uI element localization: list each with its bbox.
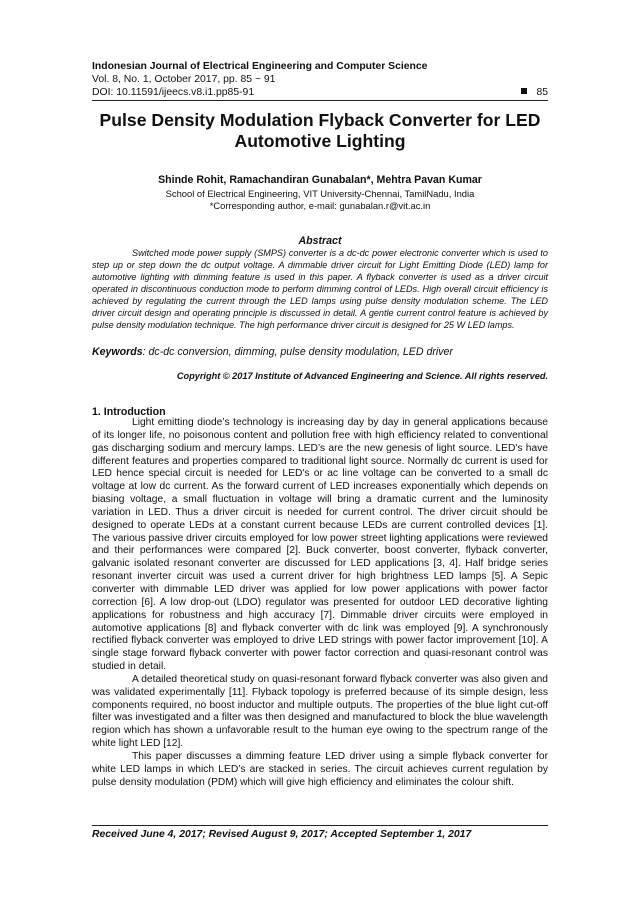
corresponding-author: *Corresponding author, e-mail: gunabalan.r@vit.ac.in bbox=[209, 200, 431, 211]
affiliation-block bbox=[92, 188, 548, 212]
copyright-notice: Copyright © 2017 Institute of Advanced Engineering and Science. All rights reserved. bbox=[176, 371, 548, 381]
journal-name: Indonesian Journal of Electrical Engineering and Computer Science bbox=[92, 61, 428, 72]
authors: Shinde Rohit, Ramachandiran Gunabalan*, Mehtra Pavan Kumar bbox=[158, 174, 482, 186]
keywords bbox=[92, 346, 548, 358]
page-number-text: 85 bbox=[536, 87, 548, 99]
section-body bbox=[92, 417, 548, 789]
square-bullet-icon bbox=[521, 88, 527, 94]
paragraph: Light emitting diode’s technology is increasing day by day in general applications because of its longer life, no poisonous content and pollution free with high efficiency related to conventional gas discharging sodium and mercury lamps. LED’s are the new genesis of light source. LED's have different features and properties compared to traditional light source. Normally dc current is used for LED hence special circuit is needed for LED's or ac line voltage can be converted to a small dc voltage at low dc current. As the forward current of LED increases exponentially which depends on biasing voltage, a small fluctuation in voltage will bring a dramatic current and the luminosity variation in LED. Thus a driver circuit is needed for current control. The driver circuit should be designed to operate LEDs at a constant current because LEDs are current controlled devices [1]. The various passive driver circuits employed for low power street lighting applications were reviewed and their performances were compared [2]. Buck converter, boost converter, flyback converter, galvanic isolated resonant converter are discussed for LED applications [3, 4]. Half bridge series resonant inverter circuit was used a current driver for high brightness LED lamps [5]. A Sepic converter with dimmable LED driver was applied for low power applications with power factor correction [6]. A low drop-out (LDO) regulator was presented for outdoor LED decorative lighting applications for robustness and high accuracy [7]. Dimmable driver circuits were employed in automotive applications [8] and flyback converter with dc link was employed [9]. A synchronously rectified flyback converter was employed to drive LED strings with power factor improvement [10]. A single stage forward flyback converter with power factor correction and quasi-resonant control was studied in detail. bbox=[92, 417, 548, 673]
page-number bbox=[521, 86, 548, 99]
paragraph: This paper discusses a dimming feature LED driver using a simple flyback converter for white LED lamps in which LED’s are stacked in series. The circuit achieves current regulation by pulse density modulation (PDM) which will give high efficiency and eliminates the colour shift. bbox=[92, 750, 548, 788]
keywords-label: Keywords bbox=[92, 346, 143, 358]
doi-row bbox=[92, 86, 548, 99]
section-heading: 1. Introduction bbox=[92, 406, 166, 418]
doi: DOI: 10.11591/ijeecs.v8.i1.pp85-91 bbox=[92, 87, 255, 99]
paper-title: Pulse Density Modulation Flyback Converter for LED Automotive Lighting bbox=[99, 110, 541, 151]
abstract-text: Switched mode power supply (SMPS) converter is a dc-dc power electronic converter which is used to step up or step down the dc output voltage. A dimmable driver circuit for Light Emitting Diode (LED) lamp for automotive lighting with dimming feature is used in this paper. A flyback converter is used as a driver circuit operated in discontinuous conduction mode to perform dimming control of LEDs. High overall circuit efficiency is achieved by regulating the current through the LED lamps using pulse density modulation scheme. The LED driver circuit design and operating principle is discussed in detail. A gentle current control feature is achieved by pulse density modulation technique. The high performance driver circuit is designed for 25 W LED lamps. bbox=[92, 248, 548, 330]
header-divider bbox=[92, 100, 548, 101]
footer-divider bbox=[92, 825, 548, 826]
volume-info: Vol. 8, No. 1, October 2017, pp. 85 ~ 91 bbox=[92, 74, 276, 86]
abstract-heading: Abstract bbox=[298, 235, 342, 247]
received-dates: Received June 4, 2017; Revised August 9, 2017; Accepted September 1, 2017 bbox=[92, 829, 472, 840]
affiliation: School of Electrical Engineering, VIT University-Chennai, TamilNadu, India bbox=[165, 188, 475, 199]
paragraph: A detailed theoretical study on quasi-resonant forward flyback converter was also given and was validated experimentally [11]. Flyback topology is preferred because of its simple design, less components required, no boost inductor and multiple outputs. The properties of the blue light cut-off filter was investigated and a filter was then designed and manufactured to block the blue wavelength region which has shown a unfavorable result to the human eye owing to the spectrum range of the white light LED [12]. bbox=[92, 673, 548, 750]
keywords-text: : dc-dc conversion, dimming, pulse density modulation, LED driver bbox=[142, 346, 453, 358]
journal-header bbox=[92, 60, 548, 100]
